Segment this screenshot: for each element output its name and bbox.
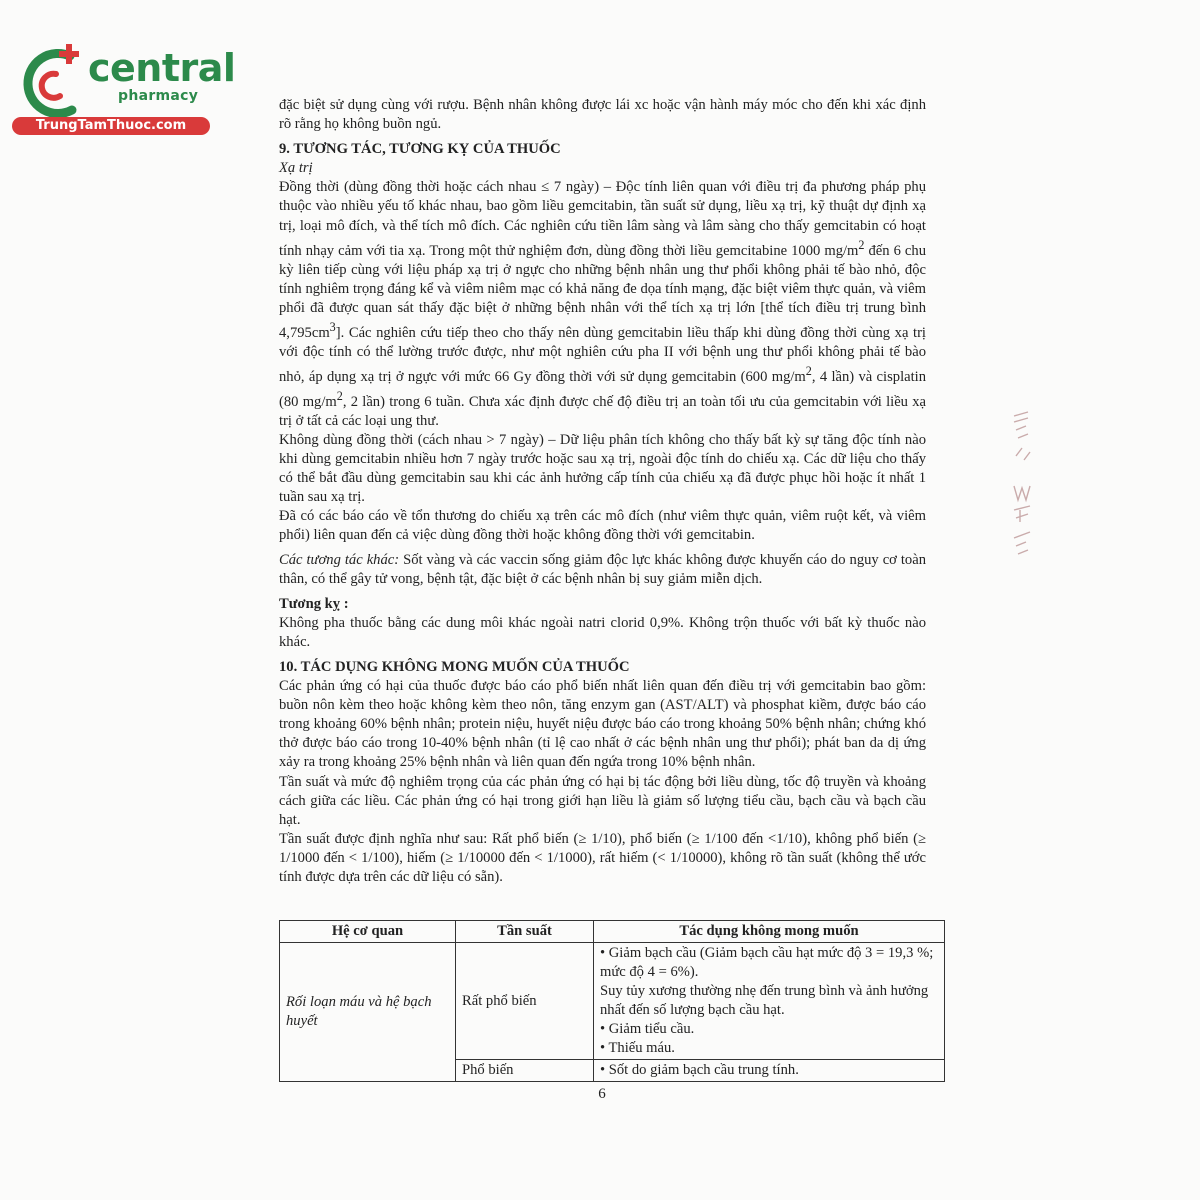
effect-item: • Thiếu máu. [600, 1040, 675, 1056]
text-segment: , 2 lần) trong 6 tuần. Chưa xác định được chế độ điều trị an toàn tối ưu của gemcitabin với liều xạ trị ở tất cả các loại ung thư. [279, 393, 926, 429]
paragraph-adverse-severity: Tần suất và mức độ nghiêm trọng của các phản ứng có hại bị tác động bởi liều dùng, tốc độ truyền và khoảng cách giữa các liều. Các phản ứng có hại trong giới hạn liều là giảm số lượng tiểu cầu, bạch cầu và bạch cầu hạt. [279, 773, 926, 828]
table-header-cell: Tác dụng không mong muốn [594, 921, 945, 943]
table-header-row [280, 921, 945, 943]
effect-item: Suy tủy xương thường nhẹ đến trung bình và ảnh hưởng nhất đến số lượng bạch cầu hạt. [600, 983, 929, 1018]
page-number: 6 [598, 1086, 606, 1102]
other-interactions-text: Sốt vàng và các vaccin sống giảm độc lực khác không được khuyến cáo do nguy cơ toàn thân, có thể gây tử vong, bệnh tật, đặc biệt ở các bệnh nhân bị suy giảm miễn dịch. [279, 551, 926, 587]
paragraph-intro: đặc biệt sử dụng cùng với rượu. Bệnh nhân không được lái xc hoặc vận hành máy móc cho đến khi xác định rõ rằng họ không buồn ngủ. [279, 97, 926, 133]
superscript: 2 [336, 388, 343, 403]
paragraph-incompatibility: Không pha thuốc bằng các dung môi khác ngoài natri clorid 0,9%. Không trộn thuốc với bất kỳ thuốc nào khác. [279, 614, 926, 650]
table-row [280, 943, 945, 1060]
adverse-effects-table [279, 920, 945, 1082]
text-segment: Đồng thời (dùng đồng thời hoặc cách nhau ≤ 7 ngày) – Độc tính liên quan với điều trị đa phương pháp phụ thuộc vào nhiều yếu tố khác nhau, bao gồm liều gemcitabin, tần suất sử dụng, liều xạ trị, kỹ thuật dự định xạ trị, loại mô đích, và thể tích mô đích. Các nghiên cứu tiền lâm sàng và lâm sàng cho thấy gemcitabin có hoạt tính nhạy cảm với tia xạ. Trong một thử nghiệm đơn, dùng đồng thời liều gemcitabine 1000 mg/m [279, 179, 926, 259]
frequency-cell: Phổ biến [456, 1060, 594, 1082]
superscript: 2 [805, 363, 812, 378]
effect-item: • Giảm bạch cầu (Giảm bạch cầu hạt mức độ 3 = 19,3 %; mức độ 4 = 6%). [600, 945, 934, 980]
section-9-heading: 9. TƯƠNG TÁC, TƯƠNG KỴ CỦA THUỐC [279, 141, 561, 158]
text-segment: ]. Các nghiên cứu tiếp theo cho thấy nên dùng gemcitabin liều thấp khi dùng đồng thời cùng xạ trị với độc tính có thể lường trước được, như một nghiên cứu pha II với bệnh ung thư phổi không phải tế bào nhỏ, áp dụng xạ trị ở ngực với mức 66 Gy đồng thời với sử dụng gemcitabin (600 mg/m [279, 324, 926, 385]
superscript: 2 [858, 237, 865, 252]
document-body [279, 96, 926, 887]
stamp-mark-icon [1008, 408, 1036, 558]
logo-site-link[interactable]: TrungTamThuoc.com [12, 117, 210, 135]
text-segment: đến 6 chu kỳ liên tiếp cùng với liệu pháp xạ trị ở ngực cho những bệnh nhân ung thư phổi không phải tế bào nhỏ, độc tính nghiêm trọng đáng kể và viêm niêm mạc có khả năng đe dọa tính mạng, đặc biệt viêm thực quản, và viêm phổi đã được quan sát thấy đặc biệt ở những bệnh nhân với thể tích xạ trị lớn [thể tích điều trị trung bình 4,795cm [279, 242, 926, 341]
paragraph-frequency-definition: Tần suất được định nghĩa như sau: Rất phổ biến (≥ 1/10), phổ biến (≥ 1/100 đến <1/10), không phổ biến (≥ 1/1000 đến < 1/100), hiếm (≥ 1/10000 đến < 1/1000), rất hiếm (< 1/10000), không rõ tần suất (không thể ước tính được dựa trên các dữ liệu có sẵn). [279, 830, 926, 885]
effects-cell [594, 943, 945, 1060]
effect-item: • Giảm tiểu cầu. [600, 1021, 695, 1037]
logo-name: central [88, 46, 236, 90]
other-interactions-label: Các tương tác khác: [279, 551, 400, 568]
paragraph-concurrent [279, 178, 926, 431]
text-segment: , 4 lần) và cisplatin (80 mg/m [279, 368, 927, 410]
subheading-xa-tri: Xạ trị [279, 160, 313, 177]
frequency-cell: Rất phổ biến [456, 943, 594, 1060]
table-header-cell: Hệ cơ quan [280, 921, 456, 943]
paragraph-other-interactions [279, 551, 926, 589]
paragraph-radiation-damage: Đã có các báo cáo về tổn thương do chiếu xạ trên các mô đích (như viêm thực quản, viêm ruột kết, và viêm phổi) liên quan đến cả việc dùng đồng thời hoặc không đồng thời với gemcitabin. [279, 508, 926, 544]
logo-sub: pharmacy [118, 88, 199, 104]
superscript: 3 [329, 319, 336, 334]
paragraph-non-concurrent: Không dùng đồng thời (cách nhau > 7 ngày) – Dữ liệu phân tích không cho thấy bất kỳ sự tăng độc tính nào khi dùng gemcitabin nhiều hơn 7 ngày trước hoặc sau xạ trị, ngoài độc tính do chiếu xạ. Các dữ liệu cho thấy có thể bắt đầu dùng gemcitabin sau khi các ảnh hưởng cấp tính của chiếu xạ đã được phục hồi hoặc ít nhất 1 tuần sau xạ trị. [279, 431, 926, 506]
subheading-tuong-ky: Tương kỵ : [279, 595, 349, 612]
organ-cell: Rối loạn máu và hệ bạch huyết [280, 943, 456, 1082]
paragraph-adverse-common: Các phản ứng có hại của thuốc được báo cáo phổ biến nhất liên quan đến điều trị với gemcitabin bao gồm: buồn nôn kèm theo hoặc không kèm theo nôn, tăng enzym gan (AST/ALT) và phosphat kiềm, được báo cáo trong khoảng 60% bệnh nhân; protein niệu, huyết niệu được báo cáo trong khoảng 50% bệnh nhân; chứng khó thở được báo cáo trong 10-40% bệnh nhân (tỉ lệ cao nhất ở các bệnh nhân ung thư phổi); phát ban da dị ứng xảy ra trong khoảng 25% bệnh nhân và liên quan đến ngứa trong 10% bệnh nhân. [279, 678, 926, 771]
section-10-heading: 10. TÁC DỤNG KHÔNG MONG MUỐN CỦA THUỐC [279, 658, 630, 675]
effects-cell: • Sốt do giảm bạch cầu trung tính. [594, 1060, 945, 1082]
table-header-cell: Tần suất [456, 921, 594, 943]
